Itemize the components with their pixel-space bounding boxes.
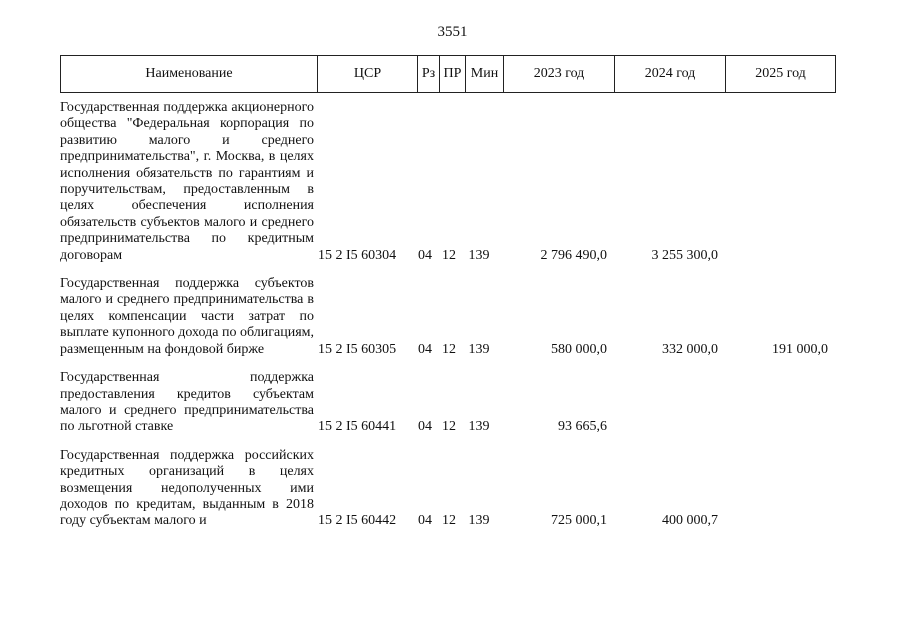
table-row [60,448,842,530]
row-pr: 12 [442,513,456,529]
row-name: Государственная поддержка российских кредитных организаций в целях возмещения недополученных ими доходов по кредитам, выданным в 2018 году субъектам малого и [60,447,314,529]
row-pr: 12 [442,419,456,435]
header-rz: Рз [418,56,440,93]
row-pr: 12 [442,341,456,357]
row-2023: 2 796 490,0 [540,247,607,263]
row-min: 139 [468,419,490,435]
row-2023: 580 000,0 [551,341,607,357]
row-2024: 400 000,7 [662,513,718,529]
row-2023: 725 000,1 [551,513,607,529]
row-rz: 04 [418,419,432,435]
row-2025: 191 000,0 [772,341,828,357]
row-min: 139 [468,247,490,263]
row-name: Государственная поддержка субъектов малого и среднего предпринимательства в целях компенсации части затрат по выплате купонного дохода по облигациям, размещенным на фондовой бирже [60,276,314,357]
row-csr: 15 2 I5 60441 [318,419,397,435]
header-2025: 2025 год [726,56,836,93]
row-min: 139 [468,513,490,529]
row-pr: 12 [442,247,456,263]
row-csr: 15 2 I5 60305 [318,341,397,357]
table-row [60,100,842,264]
header-min: Мин [466,56,504,93]
header-2023: 2023 год [504,56,615,93]
row-rz: 04 [418,247,432,263]
row-name: Государственная поддержка акционерного общества "Федеральная корпорация по развитию малого и среднего предпринимательства", г. Москва, в целях исполнения обязательств по гарантиям и поручительствам, предоставленным в целях обеспечения исполнения обязательств субъектов малого и среднего предпринимательства по кредитным договорам [60,100,314,263]
table-body [60,100,842,542]
header-name: Наименование [61,56,318,93]
header-pr: ПР [440,56,466,93]
row-csr: 15 2 I5 60304 [318,247,397,263]
table-header [60,55,836,93]
table-row [60,370,842,436]
table-row [60,276,842,358]
row-2024: 332 000,0 [662,341,718,357]
row-rz: 04 [418,341,432,357]
header-2024: 2024 год [615,56,726,93]
row-csr: 15 2 I5 60442 [318,513,397,529]
row-min: 139 [468,341,490,357]
row-name: Государственная поддержка предоставления кредитов субъектам малого и среднего предпринимательства по льготной ставке [60,370,314,435]
header-csr: ЦСР [318,56,418,93]
row-2023: 93 665,6 [558,419,607,435]
row-2024: 3 255 300,0 [651,247,718,263]
page-number: 3551 [437,24,468,40]
row-rz: 04 [418,513,432,529]
